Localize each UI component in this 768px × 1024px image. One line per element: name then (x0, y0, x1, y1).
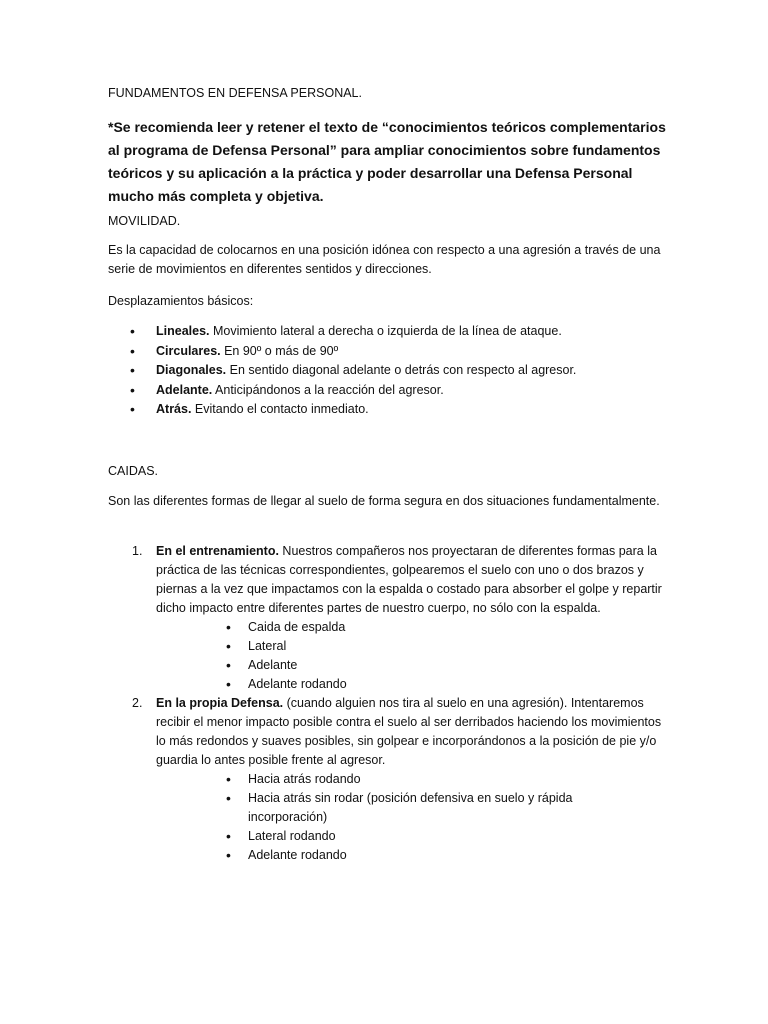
list-item: • Circulares. En 90º o más de 90º (108, 342, 576, 362)
list-item: • Atrás. Evitando el contacto inmediato. (108, 400, 576, 420)
movilidad-paragraph: Es la capacidad de colocarnos en una posición idónea con respecto a una agresión a través de una serie de movimientos en diferentes sentidos y direcciones. (108, 243, 661, 276)
caidas-list (108, 542, 668, 865)
list-item: • Lineales. Movimiento lateral a derecha o izquierda de la línea de ataque. (108, 322, 576, 342)
list-item: • Adelante rodando (156, 675, 578, 694)
list-item: • Caida de espalda (156, 618, 578, 637)
sub-list (156, 618, 668, 694)
intro-paragraph: *Se recomienda leer y retener el texto de “conocimientos teóricos complementarios al programa de Defensa Personal” para ampliar conocimientos sobre fundamentos teóricos y su aplicación a la práctica y poder desarrollar una Defensa Personal mucho más completa y objetiva. (108, 119, 666, 204)
list-item: 2. En la propia Defensa. (cuando alguien nos tira al suelo en una agresión). Intentaremos recibir el menor impacto posible contra el suelo al ser derribados haciendo los movimientos lo más redondos y suaves posibles, sin golpear e incorporándonos a la posición de pie y/o guardia lo antes posible frente al agresor. • Hacia atrás rodando • Hacia atrás sin rodar (posición defensiva en suelo y rápida incorporación) • Lateral rodando • Adelante rodando (108, 694, 668, 865)
list-item: • Hacia atrás sin rodar (posición defensiva en suelo y rápida incorporación) (156, 789, 578, 827)
sub-list (156, 770, 668, 865)
document-title: FUNDAMENTOS EN DEFENSA PERSONAL. (108, 86, 362, 100)
list-item: • Lateral rodando (156, 827, 578, 846)
caidas-paragraph: Son las diferentes formas de llegar al suelo de forma segura en dos situaciones fundamentalmente. (108, 494, 660, 508)
list-item: 1. En el entrenamiento. Nuestros compañeros nos proyectaran de diferentes formas para la práctica de las técnicas correspondientes, golpearemos el suelo con uno o dos brazos y piernas a la vez que impactamos con la espalda o costado para absorber el golpe y repartir dicho impacto entre diferentes partes de nuestro cuerpo, no sólo con la espalda. • Caida de espalda • Lateral • Adelante • Adelante rodando (108, 542, 668, 694)
movilidad-heading: MOVILIDAD. (108, 214, 181, 228)
list-item: • Adelante. Anticipándonos a la reacción del agresor. (108, 381, 576, 401)
list-item: • Adelante (156, 656, 578, 675)
desplazamientos-subheading: Desplazamientos básicos: (108, 294, 254, 308)
list-item: • Hacia atrás rodando (156, 770, 578, 789)
list-item: • Diagonales. En sentido diagonal adelante o detrás con respecto al agresor. (108, 361, 576, 381)
list-item: • Adelante rodando (156, 846, 578, 865)
list-item: • Lateral (156, 637, 578, 656)
desplazamientos-list (108, 322, 576, 420)
caidas-heading: CAIDAS. (108, 464, 159, 478)
